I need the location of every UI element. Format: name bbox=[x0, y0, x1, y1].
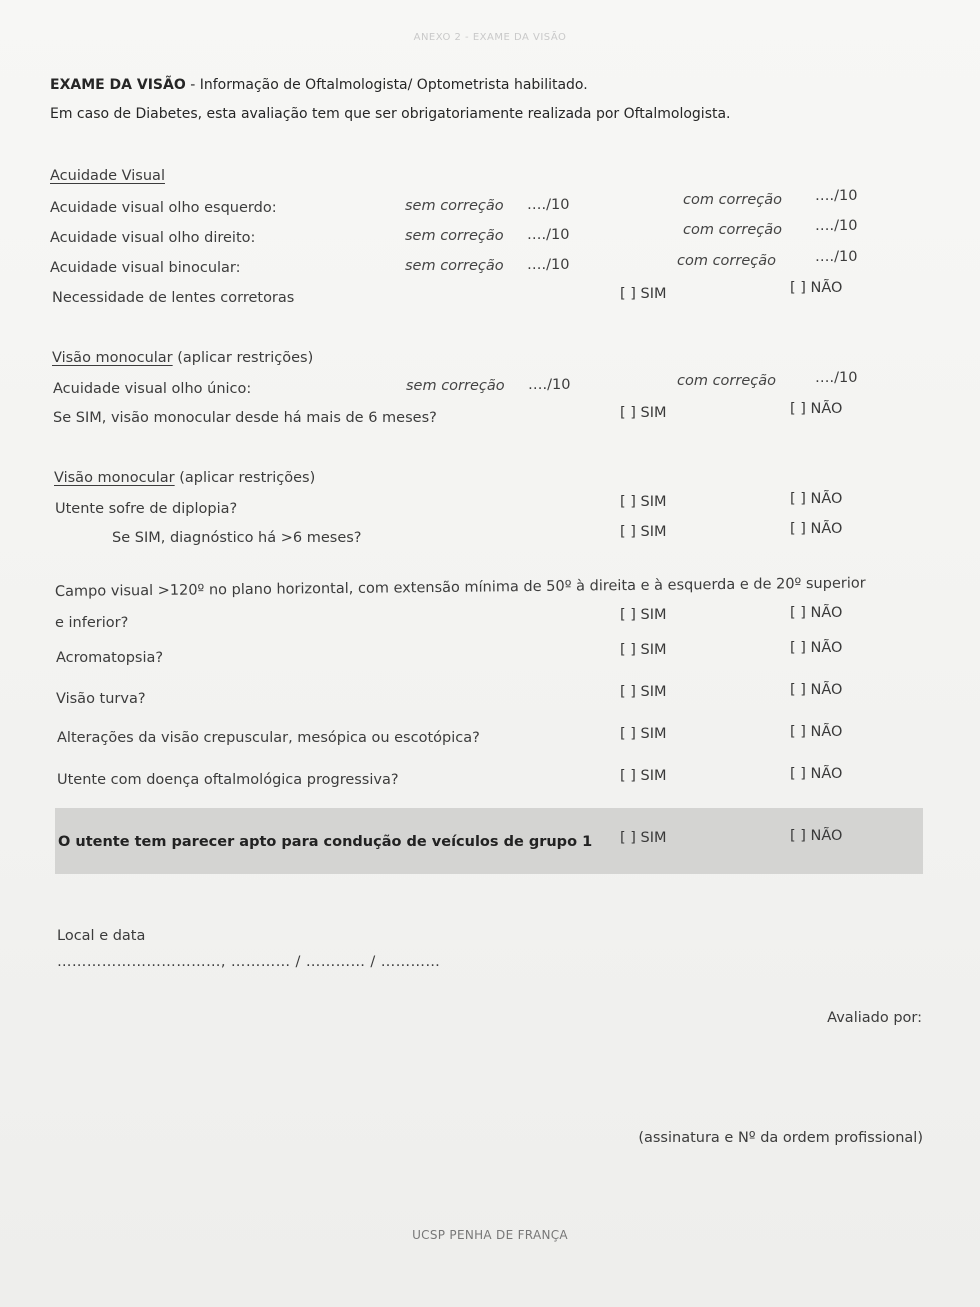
checkbox-nao[interactable]: [ ] NÃO bbox=[790, 401, 843, 417]
com-correcao-label: com correção bbox=[677, 373, 776, 389]
checkbox-nao[interactable]: [ ] NÃO bbox=[790, 491, 843, 507]
checkbox-sim[interactable]: [ ] SIM bbox=[620, 684, 667, 700]
checkbox-nao[interactable]: [ ] NÃO bbox=[790, 640, 843, 656]
question-lentes: Necessidade de lentes corretoras bbox=[52, 290, 295, 306]
sem-correcao-field[interactable]: …./10 bbox=[527, 227, 570, 243]
sem-correcao-label: sem correção bbox=[405, 258, 504, 274]
com-correcao-field[interactable]: …./10 bbox=[815, 218, 858, 234]
com-correcao-field[interactable]: …./10 bbox=[815, 249, 858, 265]
question-doenca-progressiva: Utente com doença oftalmológica progressiva? bbox=[57, 772, 399, 788]
form-title bbox=[50, 77, 588, 93]
question-acromatopsia: Acromatopsia? bbox=[56, 650, 164, 666]
sem-correcao-field[interactable]: …./10 bbox=[528, 377, 571, 393]
section-monocular-heading-underlined: Visão monocular bbox=[52, 350, 173, 366]
question-campo-visual-line2: e inferior? bbox=[55, 615, 129, 631]
section-monocular-heading-2 bbox=[54, 470, 315, 486]
avaliado-por-label: Avaliado por: bbox=[827, 1010, 922, 1026]
com-correcao-field[interactable]: …./10 bbox=[815, 370, 858, 386]
form-subtitle: Em caso de Diabetes, esta avaliação tem que ser obrigatoriamente realizada por Oftalmologista. bbox=[50, 106, 731, 122]
sem-correcao-label: sem correção bbox=[406, 378, 505, 394]
checkbox-sim[interactable]: [ ] SIM bbox=[620, 607, 667, 623]
row-label-olho-direito: Acuidade visual olho direito: bbox=[50, 230, 256, 246]
checkbox-sim[interactable]: [ ] SIM bbox=[620, 494, 667, 510]
checkbox-sim[interactable]: [ ] SIM bbox=[620, 768, 667, 784]
page-header: ANEXO 2 - EXAME DA VISÃO bbox=[413, 32, 567, 43]
checkbox-sim[interactable]: [ ] SIM bbox=[620, 642, 667, 658]
com-correcao-field[interactable]: …./10 bbox=[815, 188, 858, 204]
checkbox-nao[interactable]: [ ] NÃO bbox=[790, 828, 843, 844]
question-apto-grupo-1: O utente tem parecer apto para condução de veículos de grupo 1 bbox=[58, 834, 593, 850]
com-correcao-label: com correção bbox=[677, 253, 776, 269]
row-label-binocular: Acuidade visual binocular: bbox=[50, 260, 241, 276]
question-campo-visual-line1: Campo visual >120º no plano horizontal, com extensão mínima de 50º à direita e à esquerda e de 20º superior bbox=[54, 575, 866, 600]
checkbox-sim[interactable]: [ ] SIM bbox=[620, 830, 667, 846]
row-label-olho-unico: Acuidade visual olho único: bbox=[53, 381, 252, 397]
form-title-rest: - Informação de Oftalmologista/ Optometrista habilitado. bbox=[185, 77, 588, 93]
local-data-field[interactable]: ……………………………, ………… / ………… / ………… bbox=[57, 954, 441, 970]
section-monocular-heading-2-underlined: Visão monocular bbox=[54, 470, 175, 486]
row-label-olho-esquerdo: Acuidade visual olho esquerdo: bbox=[50, 200, 277, 216]
assinatura-label: (assinatura e Nº da ordem profissional) bbox=[638, 1130, 923, 1146]
sem-correcao-field[interactable]: …./10 bbox=[527, 197, 570, 213]
checkbox-sim[interactable]: [ ] SIM bbox=[620, 286, 667, 302]
sem-correcao-field[interactable]: …./10 bbox=[527, 257, 570, 273]
checkbox-nao[interactable]: [ ] NÃO bbox=[790, 521, 843, 537]
checkbox-sim[interactable]: [ ] SIM bbox=[620, 524, 667, 540]
section-monocular-heading-suffix: (aplicar restrições) bbox=[172, 350, 314, 366]
question-diplopia-6-meses: Se SIM, diagnóstico há >6 meses? bbox=[112, 530, 362, 546]
com-correcao-label: com correção bbox=[683, 222, 782, 238]
question-visao-turva: Visão turva? bbox=[56, 691, 146, 707]
com-correcao-label: com correção bbox=[683, 192, 782, 208]
checkbox-nao[interactable]: [ ] NÃO bbox=[790, 280, 843, 296]
form-title-bold: EXAME DA VISÃO bbox=[50, 77, 186, 93]
sem-correcao-label: sem correção bbox=[405, 198, 504, 214]
section-acuidade-heading: Acuidade Visual bbox=[50, 168, 165, 184]
section-monocular-heading bbox=[52, 350, 313, 366]
checkbox-nao[interactable]: [ ] NÃO bbox=[790, 605, 843, 621]
question-monocular-6-meses: Se SIM, visão monocular desde há mais de 6 meses? bbox=[53, 410, 437, 426]
question-crepuscular: Alterações da visão crepuscular, mesópica ou escotópica? bbox=[57, 730, 480, 746]
checkbox-sim[interactable]: [ ] SIM bbox=[620, 405, 667, 421]
page-footer: UCSP PENHA DE FRANÇA bbox=[412, 1228, 568, 1242]
checkbox-nao[interactable]: [ ] NÃO bbox=[790, 724, 843, 740]
section-monocular-heading-2-suffix: (aplicar restrições) bbox=[174, 470, 316, 486]
question-diplopia: Utente sofre de diplopia? bbox=[55, 501, 238, 517]
checkbox-nao[interactable]: [ ] NÃO bbox=[790, 766, 843, 782]
checkbox-nao[interactable]: [ ] NÃO bbox=[790, 682, 843, 698]
local-data-label: Local e data bbox=[57, 928, 146, 944]
checkbox-sim[interactable]: [ ] SIM bbox=[620, 726, 667, 742]
sem-correcao-label: sem correção bbox=[405, 228, 504, 244]
